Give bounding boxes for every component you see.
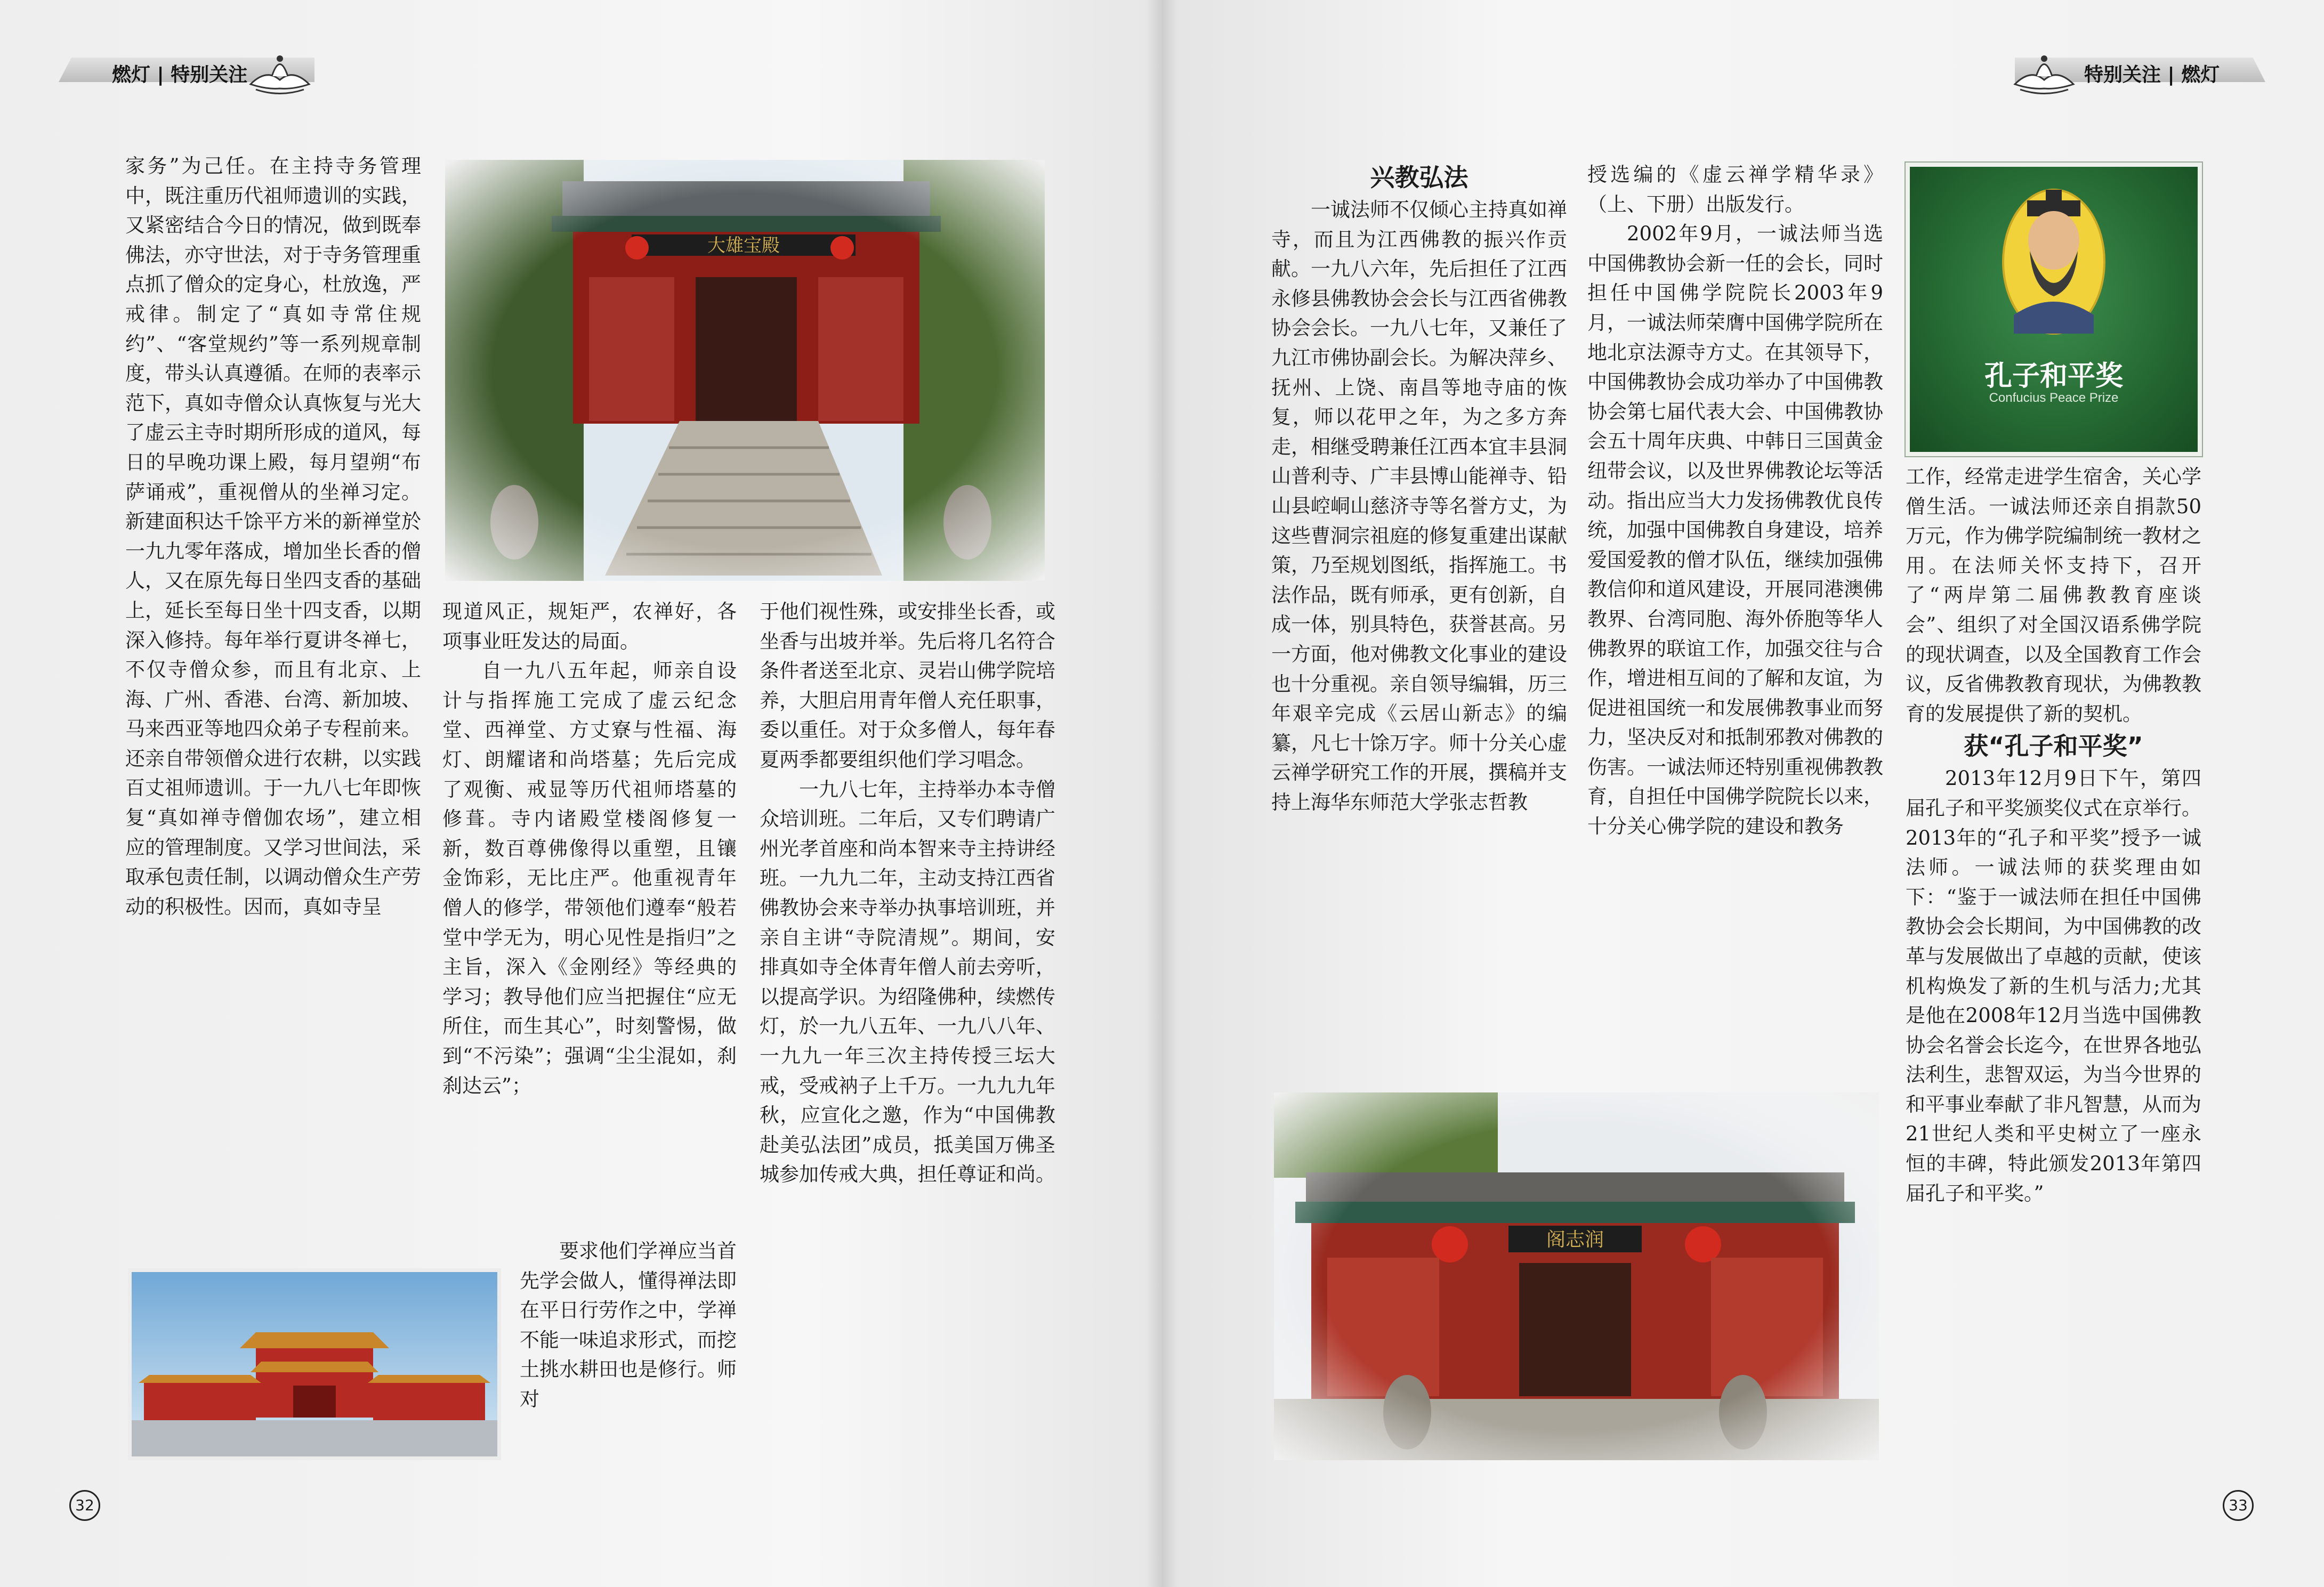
paragraph: 一诚法师不仅倾心主持真如禅寺，而且为江西佛教的振兴作贡献。一九八六年，先后担任了江西永修县佛教协会会长与江西省佛教协会会长。一九八七年，又兼任了九江市佛协副会长。为解决萍乡、抚州、上饶、南昌等地寺庙的恢复，师以花甲之年，为之多方奔走，相继受聘兼任江西本宜丰县洞山普利寺、广丰县博山能禅寺、铅山县崆峒山慈济寺等名誉方丈，为这些曹洞宗祖庭的修复重建出谋献策，乃至规划图纸，指挥施工。书法作品，既有师承，更有创新，自成一体，别具特色，获誉甚高。另一方面，他对佛教文化事业的建设也十分重视。亲自领导编辑，历三年艰辛完成《云居山新志》的编纂，凡七十馀万字。师十分关心虚云禅学研究工作的开展，撰稿并支持上海华东师范大学张志哲教 bbox=[1271, 198, 1567, 814]
page-number-left: 32 bbox=[69, 1490, 100, 1521]
text-column-5 bbox=[1587, 160, 1883, 1087]
paragraph: 现道风正，规矩严，农禅好，各项事业旺发达的局面。 bbox=[442, 600, 737, 653]
paragraph: 2013年12月9日下午，第四届孔子和平奖颁奖仪式在京举行。2013年的“孔子和平奖”授予一诚法师。一诚法师的获奖理由如下：“鉴于一诚法师在担任中国佛教协会会长期间，为中国佛教的改革与发展做出了卓越的贡献，使该机构焕发了新的生机与活力;尤其是他在2008年12月当选中国佛教协会名誉会长迄今，在世界各地弘法利生，悲智双运，为当今世界的和平事业奉献了非凡智慧，从而为21世纪人类和平史树立了一座永恒的丰碑，特此颁发2013年第四届孔子和平奖。” bbox=[1906, 767, 2201, 1205]
running-header-left bbox=[59, 47, 314, 87]
text-column-1 bbox=[125, 151, 421, 1217]
lotus-ornament-icon bbox=[2010, 47, 2079, 95]
paragraph: 一九八七年，主持举办本寺僧众培训班。二年后，又专们聘请广州光孝首座和尚本智来寺主持讲经班。一九九二年，主动支持江西省佛教协会来寺举办执事培训班，并亲自主讲“寺院清规”。期间，安排真如寺全体青年僧人前去旁听，以提高学识。为绍隆佛种，续燃传灯，於一九八五年、一九八八年、一九九一年三次主持传授三坛大戒，受戒衲子上千万。一九九九年秋，应宣化之邀，作为“中国佛教赴美弘法团”成员，抵美国万佛圣城参加传戒大典，担任尊证和尚。 bbox=[760, 778, 1055, 1186]
paragraph: 要求他们学禅应当首先学会做人，懂得禅法即在平日行劳作之中，学禅不能一味追求形式，而挖土挑水耕田也是修行。师对 bbox=[520, 1240, 737, 1411]
text-column-3 bbox=[760, 597, 1055, 1460]
header-title: 特别关注 | 燃灯 bbox=[2084, 64, 2220, 86]
award-title-en: Confucius Peace Prize bbox=[1989, 391, 2119, 405]
photo-pavilion bbox=[1274, 1092, 1879, 1460]
section-heading: 获“孔子和平奖” bbox=[1964, 732, 2143, 761]
photo-temple-gate bbox=[128, 1268, 501, 1460]
paragraph: 2002年9月，一诚法师当选中国佛教协会新一任的会长，同时担任中国佛学院院长2003年9月，一诚法师荣膺中国佛学院所在地北京法源寺方丈。在其领导下，中国佛教协会成功举办了中国佛教协会第七届代表大会、中国佛教协会五十周年庆典、中韩日三国黄金纽带会议，以及世界佛教论坛等活动。指出应当大力发扬佛教优良传统，加强中国佛教自身建设，培养爱国爱教的僧才队伍，继续加强佛教信仰和道风建设，开展同港澳佛教界、台湾同胞、海外侨胞等华人佛教界的联谊工作，加强交往与合作，增进相互间的了解和友谊，为促进祖国统一和发展佛教事业而努力，坚决反对和抵制邪教对佛教的伤害。一诚法师还特别重视佛教教育，自担任中国佛学院院长以来，十分关心佛学院的建设和教务 bbox=[1587, 222, 1883, 838]
header-title: 燃灯 | 特别关注 bbox=[112, 64, 248, 86]
page-number-right: 33 bbox=[2223, 1490, 2254, 1521]
photo-main-hall bbox=[445, 160, 1045, 581]
award-title-cn: 孔子和平奖 bbox=[1984, 360, 2123, 392]
confucius-peace-prize-image bbox=[1906, 163, 2202, 456]
book-spine bbox=[1146, 0, 1178, 1587]
text-column-4 bbox=[1271, 160, 1567, 1076]
running-header-right bbox=[2015, 47, 2265, 87]
paragraph: 工作，经常走进学生宿舍，关心学僧生活。一诚法师还亲自捐款50万元，作为佛学院编制统一教材之用。在法师关怀支持下，召开了“两岸第二届佛教教育座谈会”、组织了对全国汉语系佛学院的现状调查，以及全国教育工作会议，反省佛教教育现状，为佛教教育的发展提供了新的契机。 bbox=[1906, 465, 2201, 725]
paragraph: 于他们视性殊，或安排坐长香，或坐香与出坡并举。先后将几名符合条件者送至北京、灵岩山佛学院培养，大胆启用青年僧人充任职事，委以重任。对于众多僧人，每年春夏两季都要组织他们学习唱念。 bbox=[760, 600, 1055, 771]
lotus-ornament-icon bbox=[245, 47, 314, 95]
paragraph: 自一九八五年起，师亲自设计与指挥施工完成了虚云纪念堂、西禅堂、方丈寮与性福、海灯、朗耀诸和尚塔墓；先后完成了观衡、戒显等历代祖师塔墓的修葺。寺内诸殿堂楼阁修复一新，数百尊佛像得以重塑，且镶金饰彩，无比庄严。他重视青年僧人的修学，带领他们遵奉“般若堂中学无为，明心见性是指归”之主旨，深入《金刚经》等经典的学习；教导他们应当把握住“应无所住，而生其心”，时刻警惕，做到“不污染”；强调“尘尘混如，刹刹达云”； bbox=[442, 659, 737, 1097]
confucius-portrait-icon bbox=[1995, 182, 2112, 342]
paragraph: 家务”为己任。在主持寺务管理中，既注重历代祖师遗训的实践，又紧密结合今日的情况，做到既奉佛法，亦守世法，对于寺务管理重点抓了僧众的定身心，杜放逸，严戒律。制定了“真如寺常住规约”、“客堂规约”等一系列规章制度，带头认真遵循。在师的表率示范下，真如寺僧众认真恢复与光大了虚云主寺时期所形成的道风，每日的早晚功课上殿，每月望朔“布萨诵戒”，重视僧从的坐禅习定。新建面积达千馀平方米的新禅堂於一九九零年落成，增加坐长香的僧人，又在原先每日坐四支香的基础上，延长至每日坐十四支香，以期深入修持。每年举行夏讲冬禅七，不仅寺僧众参，而且有北京、上海、广州、香港、台湾、新加坡、马来西亚等地四众弟子专程前来。还亲自带领僧众进行农耕，以实践百丈祖师遗训。于一九八七年即恢复“真如禅寺僧伽农场”，建立相应的管理制度。又学习世间法，采取承包责任制，以调动僧众生产劳动的积极性。因而，真如寺呈 bbox=[125, 155, 421, 918]
text-column-2-lower bbox=[520, 1236, 737, 1460]
section-heading: 兴教弘法 bbox=[1370, 163, 1468, 192]
paragraph: 授选编的《虚云禅学精华录》（上、下册）出版发行。 bbox=[1587, 163, 1883, 216]
text-column-6 bbox=[1906, 462, 2201, 1464]
